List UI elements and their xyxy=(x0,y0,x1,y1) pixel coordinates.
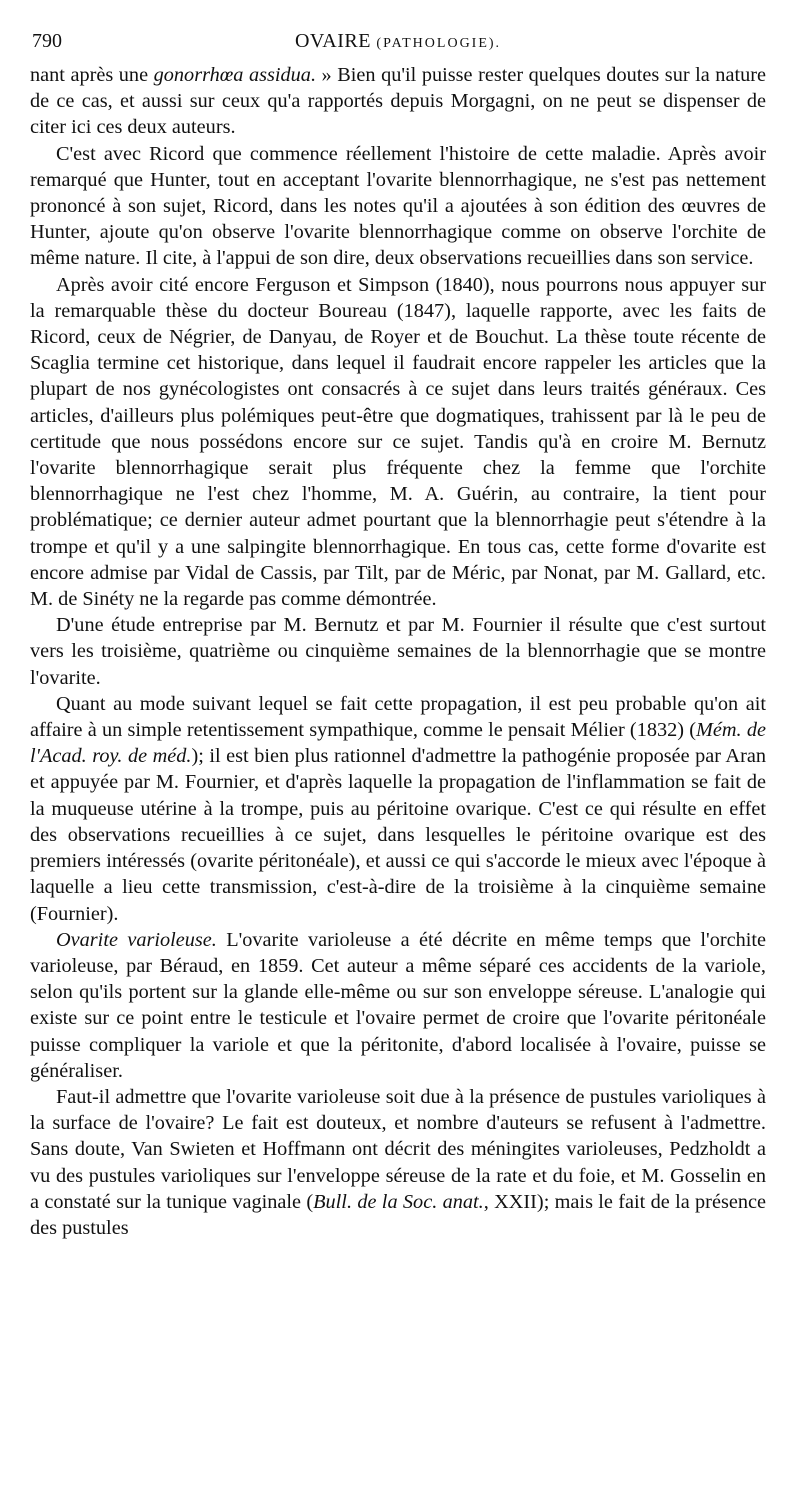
page-body xyxy=(30,62,766,1241)
italic-text: Ovarite varioleuse. xyxy=(56,928,217,951)
paragraph-text: nant après une xyxy=(30,64,154,86)
paragraph-text: Quant au mode suivant lequel se fait cette propagation, il est peu probable qu'on ait affaire à un simple retentissement sympathique, comme le pensait Mélier (1832) ( xyxy=(30,692,766,742)
italic-text: gonorrhœa assidua. xyxy=(153,64,317,86)
paragraph xyxy=(30,272,766,613)
paragraph xyxy=(30,62,766,141)
paragraph-text: D'une étude entreprise par M. Bernutz et par M. Fournier il résulte que c'est surtout vers les troisième, quatrième ou cinquième semaines de la blennorrhagie que se montre l'ovarite. xyxy=(30,614,766,689)
running-head-subtitle: (PATHOLOGIE). xyxy=(376,36,502,51)
italic-text: Mém. de l'Acad. roy. de méd. xyxy=(30,719,766,768)
page-number: 790 xyxy=(32,30,62,52)
running-head-title: OVAIRE xyxy=(294,30,371,52)
paragraph-text: L'ovarite varioleuse a été décrite en même temps que l'orchite varioleuse, par Béraud, en 1859. Cet auteur a même séparé ces accidents de la variole, selon qu'ils portent sur la glande elle-même ou sur son enveloppe séreuse. L'analogie qui existe sur ce point entre le testicule et l'ovaire permet de croire que l'ovarite péritonéale puisse compliquer la variole et que la péritonite, d'abord localisée à l'ovaire, puisse se généraliser. xyxy=(30,928,767,1082)
paragraph-text: Faut-il admettre que l'ovarite varioleuse soit due à la présence de pustules varioliques à la surface de l'ovaire? Le fait est douteux, et nombre d'auteurs se refusent à l'admettre. Sans doute, Van Swieten et Hoffmann ont décrit des méningites varioleuses, Pedzholdt a vu des pustules varioliques sur l'enveloppe séreuse de la rate et du foie, et M. Gosselin en a constaté sur la tunique vaginale ( xyxy=(30,1085,766,1213)
running-head xyxy=(30,30,766,53)
paragraph xyxy=(30,141,766,272)
paragraph xyxy=(30,927,766,1084)
paragraph xyxy=(30,691,766,927)
paragraph-text: ); il est bien plus rationnel d'admettre la pathogénie proposée par Aran et appuyée par M. Fournier, et d'après laquelle la propagation de l'inflammation se fait de la muqueuse utérine à la trompe, puis au péritoine ovarique. C'est ce qui résulte en effet des observations recueillies à ce sujet, dans lesquelles le péritoine ovarique est des premiers intéressés (ovarite péritonéale), et aussi ce qui s'accorde le mieux avec l'époque à laquelle a lieu cette transmission, c'est-à-dire de la troisième à la cinquième semaine (Fournier). xyxy=(30,745,766,925)
paragraph xyxy=(30,612,766,691)
paragraph xyxy=(30,1084,766,1241)
page-header xyxy=(30,28,766,58)
paragraph-text: » Bien qu'il puisse rester quelques doutes sur la nature de ce cas, et aussi sur ceux qu'a rapportés depuis Morgagni, on ne peut se dispenser de citer ici ces deux auteurs. xyxy=(30,64,766,139)
paragraph-text: C'est avec Ricord que commence réellement l'histoire de cette maladie. Après avoir remarqué que Hunter, tout en acceptant l'ovarite blennorrhagique, ne s'est pas nettement prononcé à son sujet, Ricord, dans les notes qu'il a ajoutées à son édition des œuvres de Hunter, ajoute qu'on observe l'ovarite blennorrhagique comme on observe l'orchite de même nature. Il cite, à l'appui de son dire, deux observations recueillies dans son service. xyxy=(30,142,766,270)
paragraph-text: , XXII); mais le fait de la présence des pustules xyxy=(30,1190,766,1239)
italic-text: Bull. de la Soc. anat. xyxy=(313,1190,484,1213)
paragraph-text: Après avoir cité encore Ferguson et Simpson (1840), nous pourrons nous appuyer sur la remarquable thèse du docteur Boureau (1847), laquelle rapporte, avec les faits de Ricord, ceux de Négrier, de Danyau, de Royer et de Bouchut. La thèse toute récente de Scaglia termine cet historique, dans lequel il faudrait encore rappeler les articles que la plupart de nos gynécologistes ont consacrés à ce sujet dans leurs traités généraux. Ces articles, d'ailleurs plus polémiques peut-être que dogmatiques, trahissent par là le peu de certitude que nous possédons encore sur ce sujet. Tandis qu'à en croire M. Bernutz l'ovarite blennorrhagique serait plus fréquente chez la femme que l'orchite blennorrhagique ne l'est chez l'homme, M. A. Guérin, au contraire, la tient pour problématique; ce dernier auteur admet pourtant que la blennorrhagie peut s'étendre à la trompe et qu'il y a une salpingite blennorrhagique. En tous cas, cette forme d'ovarite est encore admise par Vidal de Cassis, par Tilt, par de Méric, par Nonat, par M. Gallard, etc. M. de Sinéty ne la regarde pas comme démontrée. xyxy=(30,273,766,611)
